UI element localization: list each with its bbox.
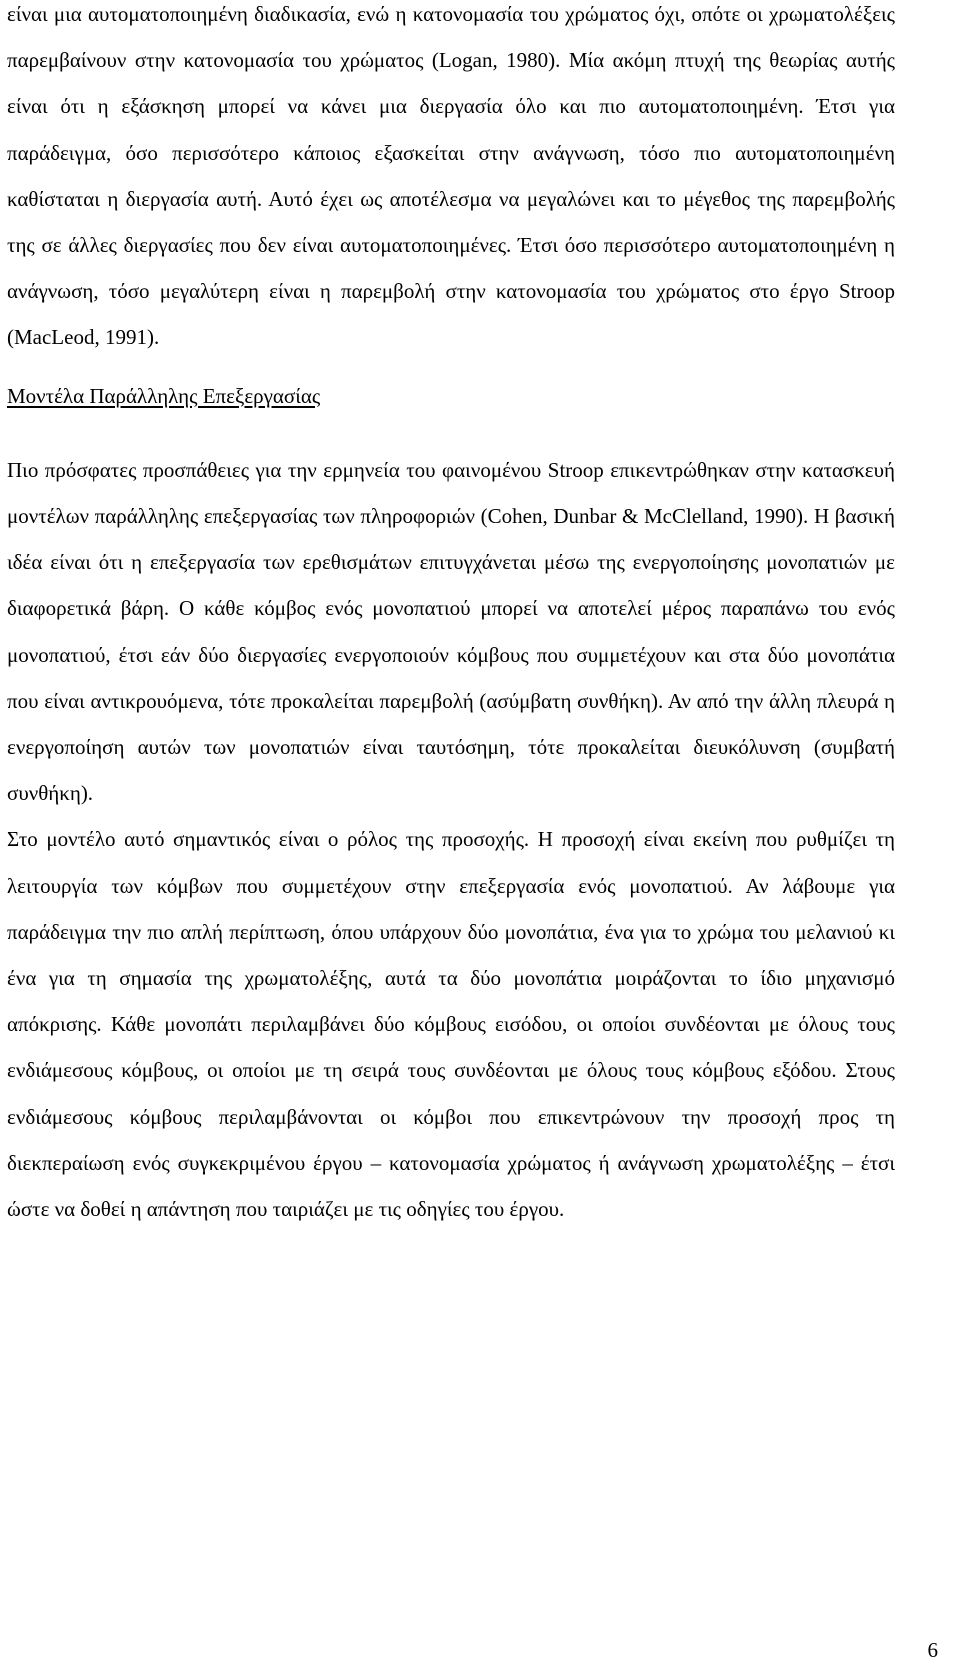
document-page [7, 0, 895, 1232]
paragraph: Πιο πρόσφατες προσπάθειες για την ερμηνεία του φαινομένου Stroop επικεντρώθηκαν στην κατασκευή μοντέλων παράλληλης επεξεργασίας των πληροφοριών (Cohen, Dunbar & McClelland, 1990). Η βασική ιδέα είναι ότι η επεξεργασία των ερεθισμάτων επιτυγχάνεται μέσω της ενεργοποίησης μονοπατιών με διαφορετικά βάρη. Ο κάθε κόμβος ενός μονοπατιού μπορεί να αποτελεί μέρος παραπάνω του ενός μονοπατιού, έτσι εάν δύο διεργασίες ενεργοποιούν κόμβους που συμμετέχουν και στα δύο μονοπάτια που είναι αντικρουόμενα, τότε προκαλείται παρεμβολή (ασύμβατη συνθήκη). Αν από την άλλη πλευρά η ενεργοποίηση αυτών των μονοπατιών είναι ταυτόσημη, τότε προκαλείται διευκόλυνση (συμβατή συνθήκη). [7, 457, 895, 806]
page-number: 6 [927, 1638, 938, 1662]
paragraph: Στο μοντέλο αυτό σημαντικός είναι ο ρόλος της προσοχής. Η προσοχή είναι εκείνη που ρυθμίζει τη λειτουργία των κόμβων που συμμετέχουν στην επεξεργασία ενός μονοπατιού. Αν λάβουμε για παράδειγμα την πιο απλή περίπτωση, όπου υπάρχουν δύο μονοπάτια, ένα για το χρώμα του μελανιού κι ένα για τη σημασία της χρωματολέξης, αυτά τα δύο μονοπάτια μοιράζονται το ίδιο μηχανισμό απόκρισης. Κάθε μονοπάτι περιλαμβάνει δύο κόμβους εισόδου, οι οποίοι συνδέονται με όλους τους ενδιάμεσους κόμβους, οι οποίοι με τη σειρά τους συνδέονται με όλους τους κόμβους εξόδου. Στους ενδιάμεσους κόμβους περιλαμβάνονται οι κόμβοι που επικεντρώνουν την προσοχή προς τη διεκπεραίωση ενός συγκεκριμένου έργου – κατονομασία χρώματος ή ανάγνωση χρωματολέξης – έτσι ώστε να δοθεί η απάντηση που ταιριάζει με τις οδηγίες του έργου. [7, 827, 895, 1222]
section-heading: Μοντέλα Παράλληλης Επεξεργασίας [7, 383, 321, 408]
paragraph: είναι μια αυτοματοποιημένη διαδικασία, ενώ η κατονομασία του χρώματος όχι, οπότε οι χρωματολέξεις παρεμβαίνουν στην κατονομασία του χρώματος (Logan, 1980). Μία ακόμη πτυχή της θεωρίας αυτής είναι ότι η εξάσκηση μπορεί να κάνει μια διεργασία όλο και πιο αυτοματοποιημένη. Έτσι για παράδειγμα, όσο περισσότερο κάποιος εξασκείται στην ανάγνωση, τόσο πιο αυτοματοποιημένη καθίσταται η διεργασία αυτή. Αυτό έχει ως αποτέλεσμα να μεγαλώνει και το μέγεθος της παρεμβολής της σε άλλες διεργασίες που δεν είναι αυτοματοποιημένες. Έτσι όσο περισσότερο αυτοματοποιημένη η ανάγνωση, τόσο μεγαλύτερη είναι η παρεμβολή στην κατονομασία του χρώματος στο έργο Stroop (MacLeod, 1991). [7, 2, 895, 350]
